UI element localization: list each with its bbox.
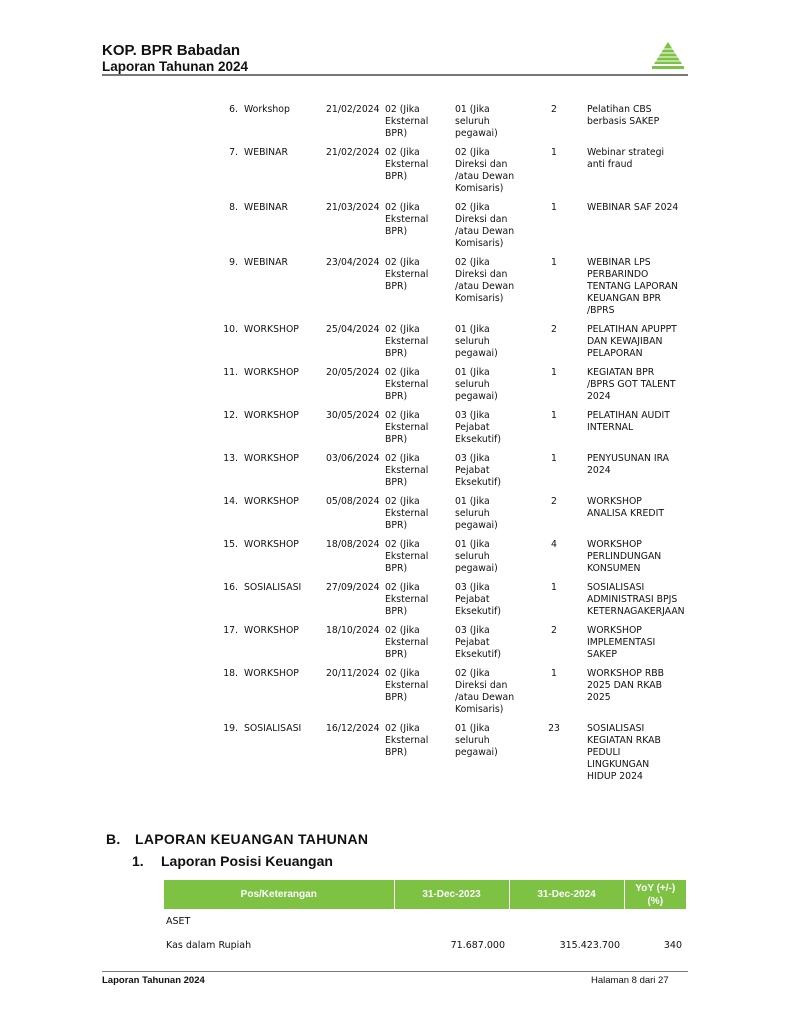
activity-type: WORKSHOP xyxy=(244,668,299,679)
activity-date: 18/08/2024 xyxy=(326,539,380,550)
list-item xyxy=(210,582,690,625)
activity-type: WEBINAR xyxy=(244,257,288,268)
item-number: 8. xyxy=(229,202,238,213)
footer-title: Laporan Tahunan 2024 xyxy=(102,975,205,986)
activity-date: 21/02/2024 xyxy=(326,147,380,158)
activity-date: 16/12/2024 xyxy=(326,723,380,734)
activity-topic: PELATIHAN AUDIT INTERNAL xyxy=(587,410,670,433)
participant-type: 01 (Jika seluruh pegawai) xyxy=(455,496,498,531)
item-number: 11. xyxy=(223,367,238,378)
item-number: 9. xyxy=(229,257,238,268)
activity-topic: Pelatihan CBS berbasis SAKEP xyxy=(587,104,660,127)
organizer-type: 02 (Jika Eksternal BPR) xyxy=(385,539,429,574)
list-item xyxy=(210,539,690,582)
activity-date: 05/08/2024 xyxy=(326,496,380,507)
participant-count: 1 xyxy=(551,147,557,158)
activity-type: WORKSHOP xyxy=(244,496,299,507)
activity-topic: PELATIHAN APUPPT DAN KEWAJIBAN PELAPORAN xyxy=(587,324,677,359)
activity-topic: WORKSHOP RBB 2025 DAN RKAB 2025 xyxy=(587,668,665,703)
list-item xyxy=(210,496,690,539)
header-report: Laporan Tahunan 2024 xyxy=(102,59,249,74)
activity-date: 20/11/2024 xyxy=(326,668,380,679)
participant-type: 03 (Jika Pejabat Eksekutif) xyxy=(455,453,501,488)
list-item xyxy=(210,410,690,453)
item-number: 6. xyxy=(229,104,238,115)
participant-count: 1 xyxy=(551,410,557,421)
participant-count: 1 xyxy=(551,202,557,213)
list-item xyxy=(210,147,690,202)
list-item xyxy=(210,367,690,410)
item-number: 18. xyxy=(223,668,238,679)
organizer-type: 02 (Jika Eksternal BPR) xyxy=(385,367,429,402)
page-number: Halaman 8 dari 27 xyxy=(591,975,669,986)
participant-type: 01 (Jika seluruh pegawai) xyxy=(455,723,498,758)
list-item xyxy=(210,723,690,790)
participant-type: 02 (Jika Direksi dan /atau Dewan Komisaris) xyxy=(455,668,515,715)
participant-count: 2 xyxy=(551,496,557,507)
organizer-type: 02 (Jika Eksternal BPR) xyxy=(385,104,429,139)
col-header-yoy: YoY (+/-) (%) xyxy=(624,880,686,909)
participant-count: 1 xyxy=(551,453,557,464)
activity-type: SOSIALISASI xyxy=(244,723,302,734)
cell-yoy xyxy=(624,909,686,933)
list-item xyxy=(210,453,690,496)
participant-type: 01 (Jika seluruh pegawai) xyxy=(455,104,498,139)
participant-type: 03 (Jika Pejabat Eksekutif) xyxy=(455,410,501,445)
subsection-title: Laporan Posisi Keuangan xyxy=(161,853,333,869)
activity-topic: SOSIALISASI ADMINISTRASI BPJS KETERNAGAKERJAAN xyxy=(587,582,685,617)
section-b-heading xyxy=(106,831,368,847)
list-item xyxy=(210,324,690,367)
participant-type: 02 (Jika Direksi dan /atau Dewan Komisaris) xyxy=(455,202,515,249)
organizer-type: 02 (Jika Eksternal BPR) xyxy=(385,625,429,660)
activity-topic: WEBINAR SAF 2024 xyxy=(587,202,679,213)
participant-count: 2 xyxy=(551,104,557,115)
activity-date: 20/05/2024 xyxy=(326,367,380,378)
activity-type: WORKSHOP xyxy=(244,453,299,464)
activity-date: 25/04/2024 xyxy=(326,324,380,335)
participant-count: 1 xyxy=(551,257,557,268)
activity-topic: WORKSHOP IMPLEMENTASI SAKEP xyxy=(587,625,656,660)
activity-date: 23/04/2024 xyxy=(326,257,380,268)
item-number: 19. xyxy=(223,723,238,734)
list-item xyxy=(210,104,690,147)
activity-type: WORKSHOP xyxy=(244,410,299,421)
activity-type: WORKSHOP xyxy=(244,625,299,636)
organizer-type: 02 (Jika Eksternal BPR) xyxy=(385,496,429,531)
item-number: 17. xyxy=(223,625,238,636)
participant-type: 01 (Jika seluruh pegawai) xyxy=(455,539,498,574)
list-item xyxy=(210,668,690,723)
activity-topic: Webinar strategi anti fraud xyxy=(587,147,665,170)
activity-topic: WEBINAR LPS PERBARINDO TENTANG LAPORAN KEUANGAN BPR /BPRS xyxy=(587,257,679,316)
participant-count: 2 xyxy=(551,324,557,335)
section-title: LAPORAN KEUANGAN TAHUNAN xyxy=(135,831,369,847)
bpr-logo-icon xyxy=(650,40,686,72)
item-number: 12. xyxy=(223,410,238,421)
cell-2024 xyxy=(509,909,624,933)
organizer-type: 02 (Jika Eksternal BPR) xyxy=(385,453,429,488)
organizer-type: 02 (Jika Eksternal BPR) xyxy=(385,582,429,617)
participant-count: 2 xyxy=(551,625,557,636)
organizer-type: 02 (Jika Eksternal BPR) xyxy=(385,410,429,445)
item-number: 14. xyxy=(223,496,238,507)
activity-type: Workshop xyxy=(244,104,290,115)
activity-date: 27/09/2024 xyxy=(326,582,380,593)
organizer-type: 02 (Jika Eksternal BPR) xyxy=(385,202,429,237)
footer-divider xyxy=(102,971,688,972)
activity-date: 21/03/2024 xyxy=(326,202,380,213)
organizer-type: 02 (Jika Eksternal BPR) xyxy=(385,257,429,292)
table-row xyxy=(164,933,686,957)
participant-count: 23 xyxy=(548,723,560,734)
activity-topic: KEGIATAN BPR /BPRS GOT TALENT 2024 xyxy=(587,367,676,402)
item-number: 13. xyxy=(223,453,238,464)
item-number: 15. xyxy=(223,539,238,550)
list-item xyxy=(210,625,690,668)
header-org: KOP. BPR Babadan xyxy=(102,42,241,59)
activity-type: WORKSHOP xyxy=(244,324,299,335)
activity-type: WORKSHOP xyxy=(244,367,299,378)
item-number: 10. xyxy=(223,324,238,335)
participant-type: 03 (Jika Pejabat Eksekutif) xyxy=(455,625,501,660)
activity-type: WORKSHOP xyxy=(244,539,299,550)
cell-2023: 71.687.000 xyxy=(450,939,505,951)
activity-topic: SOSIALISASI KEGIATAN RKAB PEDULI LINGKUNGAN HIDUP 2024 xyxy=(587,723,661,782)
activity-date: 18/10/2024 xyxy=(326,625,380,636)
activity-topic: PENYUSUNAN IRA 2024 xyxy=(587,453,670,476)
section-1-heading xyxy=(132,853,333,869)
activity-date: 21/02/2024 xyxy=(326,104,380,115)
organizer-type: 02 (Jika Eksternal BPR) xyxy=(385,324,429,359)
participant-count: 1 xyxy=(551,668,557,679)
table-row xyxy=(164,909,686,933)
header-divider xyxy=(102,74,688,76)
financial-position-table xyxy=(164,880,686,957)
activity-topic: WORKSHOP PERLINDUNGAN KONSUMEN xyxy=(587,539,662,574)
activity-type: WEBINAR xyxy=(244,202,288,213)
participant-count: 4 xyxy=(551,539,557,550)
activity-date: 03/06/2024 xyxy=(326,453,380,464)
participant-type: 01 (Jika seluruh pegawai) xyxy=(455,324,498,359)
participant-count: 1 xyxy=(551,367,557,378)
cell-pos: ASET xyxy=(166,915,191,927)
activity-type: SOSIALISASI xyxy=(244,582,302,593)
col-header-2023: 31-Dec-2023 xyxy=(394,880,509,909)
organizer-type: 02 (Jika Eksternal BPR) xyxy=(385,147,429,182)
participant-type: 01 (Jika seluruh pegawai) xyxy=(455,367,498,402)
organizer-type: 02 (Jika Eksternal BPR) xyxy=(385,668,429,703)
item-number: 16. xyxy=(223,582,238,593)
col-header-pos: Pos/Keterangan xyxy=(164,880,394,909)
cell-2024: 315.423.700 xyxy=(559,939,620,951)
training-list xyxy=(210,104,690,790)
activity-topic: WORKSHOP ANALISA KREDIT xyxy=(587,496,664,519)
participant-count: 1 xyxy=(551,582,557,593)
subsection-number: 1. xyxy=(132,853,144,869)
activity-date: 30/05/2024 xyxy=(326,410,380,421)
participant-type: 02 (Jika Direksi dan /atau Dewan Komisaris) xyxy=(455,147,515,194)
participant-type: 03 (Jika Pejabat Eksekutif) xyxy=(455,582,501,617)
list-item xyxy=(210,202,690,257)
cell-yoy: 340 xyxy=(663,939,682,951)
section-letter: B. xyxy=(106,831,121,847)
col-header-2024: 31-Dec-2024 xyxy=(509,880,624,909)
item-number: 7. xyxy=(229,147,238,158)
organizer-type: 02 (Jika Eksternal BPR) xyxy=(385,723,429,758)
activity-type: WEBINAR xyxy=(244,147,288,158)
participant-type: 02 (Jika Direksi dan /atau Dewan Komisaris) xyxy=(455,257,515,304)
cell-2023 xyxy=(394,909,509,933)
cell-pos: Kas dalam Rupiah xyxy=(166,939,252,951)
list-item xyxy=(210,257,690,324)
